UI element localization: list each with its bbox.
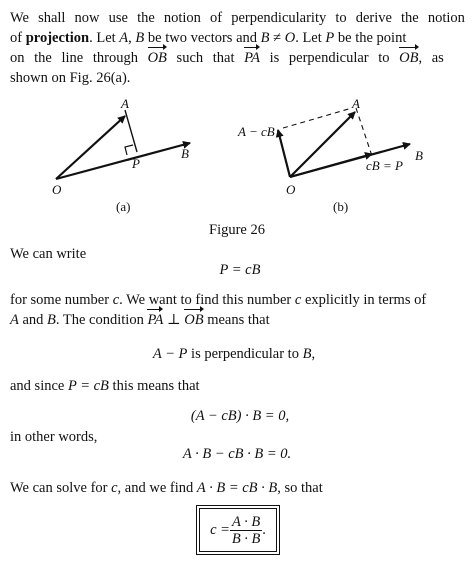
dashed-parallel-side	[356, 108, 372, 156]
paragraph-2	[10, 290, 465, 330]
word: use	[108, 10, 128, 26]
vector-OB: OB	[184, 312, 204, 328]
result-formula: c = $\frac{A \cdot B}{B \cdot B}$ .	[210, 513, 266, 547]
vector-OB: OB	[147, 50, 167, 66]
word: shall	[38, 10, 66, 26]
label-B: B	[181, 146, 189, 161]
and-since-line: and since P = cB this means that	[10, 378, 200, 394]
result-fraction: $\frac{A \cdot B}{B \cdot B}$	[231, 513, 261, 547]
vector-PA: PA	[147, 312, 164, 328]
label-A-minus-cB: A − cB	[238, 124, 275, 139]
intro-paragraph	[10, 8, 465, 88]
label-O: O	[52, 182, 62, 197]
equation-A-minus-P-perp-B: A − P is perpendicular to B,	[152, 346, 316, 362]
in-other-words: in other words,	[10, 429, 98, 445]
vector-PA: PA	[244, 50, 260, 66]
intro-line-4: shown on Fig. 26(a).	[10, 70, 131, 86]
label-A: A	[121, 96, 129, 111]
boxed-result	[196, 505, 280, 555]
label-P: P	[132, 156, 140, 171]
label-cB-equals-P: cB = P	[366, 158, 403, 173]
intro-line-2: of projection. Let A, B be two vectors and B ≠ O. Let P be the point	[10, 30, 407, 46]
vector-OB: OB	[399, 50, 419, 66]
projection-term: projection	[25, 30, 90, 46]
label-O: O	[286, 182, 296, 197]
intro-line-3: on the line through OB such that PA is perpendicular to OB, as	[10, 50, 444, 66]
word: the	[137, 10, 155, 26]
figure-title: Figure 26	[209, 222, 265, 238]
equation-expanded: A · B − cB · B = 0.	[182, 446, 292, 462]
label-B: B	[415, 148, 423, 163]
we-can-write: We can write	[10, 246, 87, 262]
right-angle-mark	[125, 145, 133, 155]
word: We	[10, 10, 29, 26]
word: to	[335, 10, 347, 26]
paragraph-2-line-2: A and B. The condition PA ⊥ OB means that	[10, 312, 270, 328]
paragraph-2-line-1: for some number c. We want to find this number c explicitly in terms of	[10, 292, 427, 308]
solve-line: We can solve for c, and we find A · B = cB · B, so that	[10, 480, 323, 496]
word: perpendicularity	[231, 10, 327, 26]
vector-A-minus-cB-arrow	[278, 130, 290, 177]
word: the	[401, 10, 419, 26]
caption-b: (b)	[333, 199, 349, 214]
word: notion	[163, 10, 201, 26]
figure-26-diagram	[0, 90, 474, 215]
label-A: A	[352, 96, 360, 111]
word: notion	[427, 10, 465, 26]
word: now	[74, 10, 100, 26]
caption-a: (a)	[116, 199, 131, 214]
equation-dot-zero: (A − cB) · B = 0,	[190, 408, 290, 424]
intro-line-1	[10, 8, 465, 28]
word: of	[210, 10, 223, 26]
equation-P-equals-cB: P = cB	[219, 262, 261, 278]
word: derive	[355, 10, 392, 26]
figure-a	[56, 110, 190, 179]
